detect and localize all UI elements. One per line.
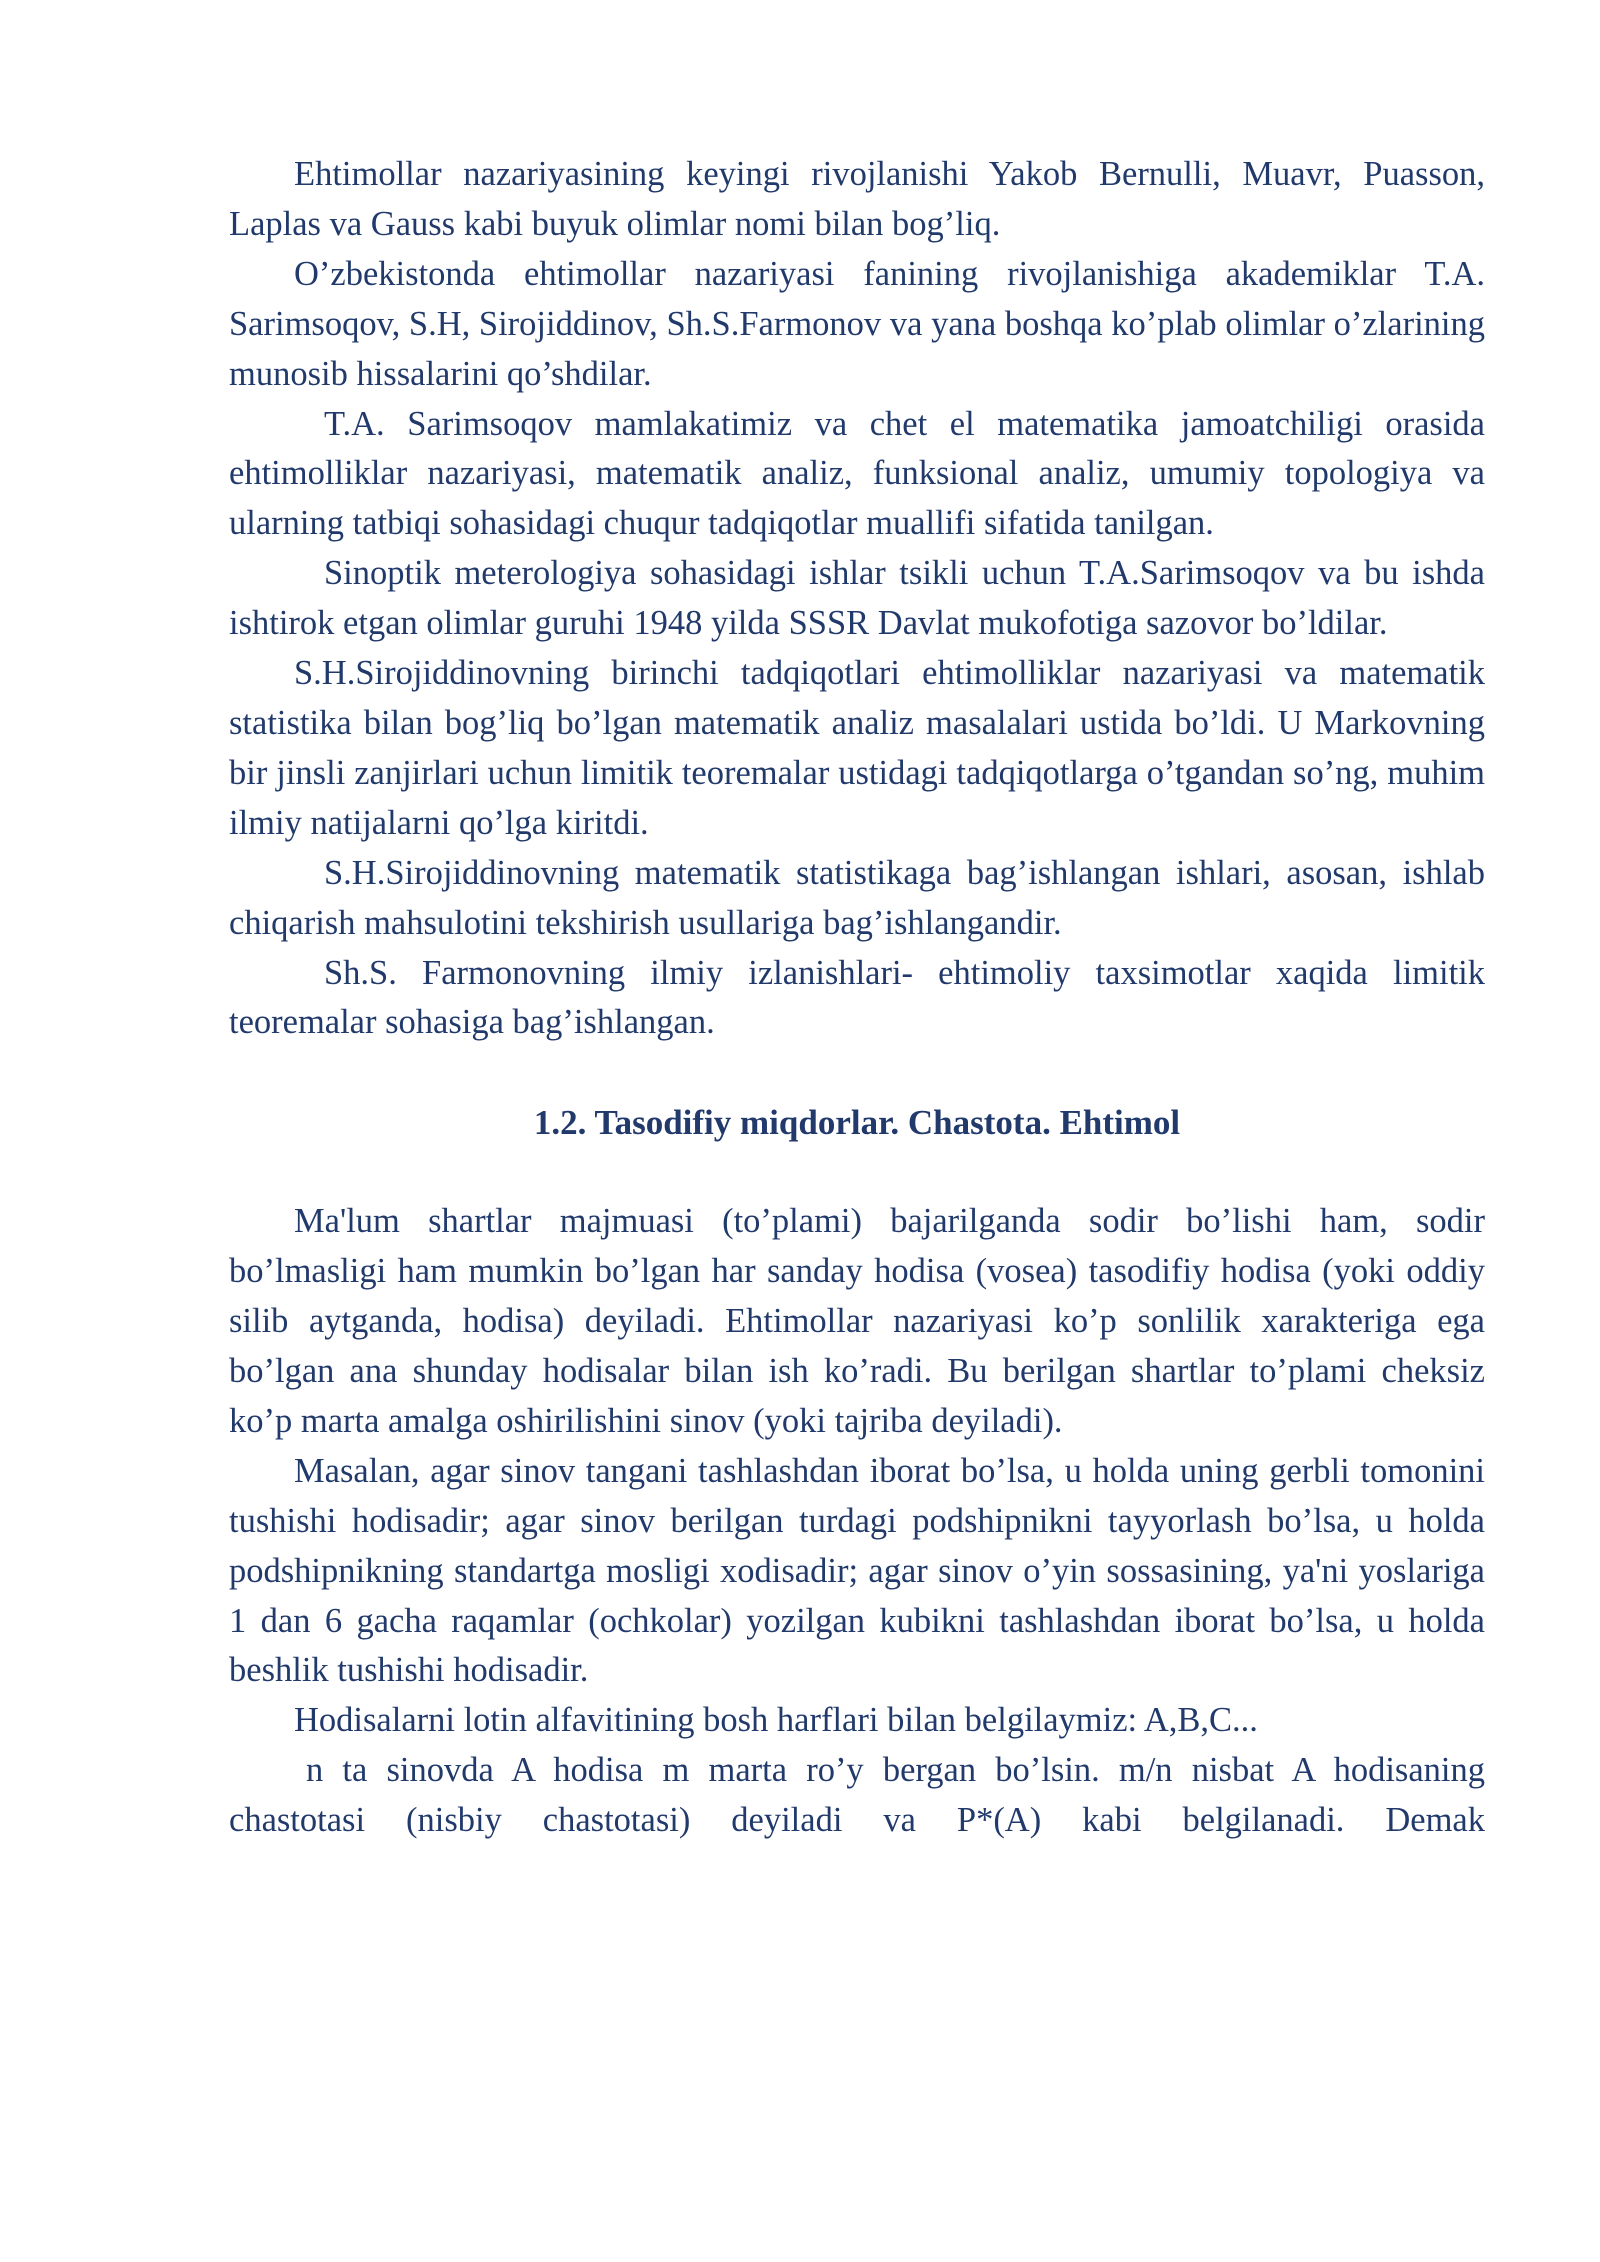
paragraph-event-notation: Hodisalarni lotin alfavitining bosh harflari bilan belgilaymiz: A,B,C...: [294, 1701, 1258, 1740]
section-heading: 1.2. Tasodifiy miqdorlar. Chastota. Ehtimol: [533, 1103, 1181, 1143]
paragraph-farmonov-research: Sh.S. Farmonovning ilmiy izlanishlari- ehtimoliy taxsimotlar xaqida limitik teoremalar sohasiga bag’ishlangan.: [229, 953, 1485, 1042]
paragraph-sarimsoqov-research: T.A. Sarimsoqov mamlakatimiz va chet el matematika jamoatchiligi orasida ehtimolliklar nazariyasi, matematik analiz, funksional analiz, umumiy topologiya va ularning tatbiqi sohasidagi chuqur tadqiqotlar muallifi sifatida tanilgan.: [229, 404, 1485, 543]
paragraph-sirojiddinov-first-research: S.H.Sirojiddinovning birinchi tadqiqotlari ehtimolliklar nazariyasi va matematik statistika bilan bog’liq bo’lgan matematik analiz masalalari ustida bo’ldi. U Markovning bir jinsli zanjirlari uchun limitik teoremalar ustidagi tadqiqotlarga o’tgandan so’ng, muhim ilmiy natijalarni qo’lga kiritdi.: [229, 654, 1485, 842]
document-page: [229, 150, 1485, 1846]
paragraph-sarimsoqov-award: Sinoptik meterologiya sohasidagi ishlar tsikli uchun T.A.Sarimsoqov va bu ishda ishtirok etgan olimlar guruhi 1948 yilda SSSR Davlat mukofotiga sazovor bo’ldilar.: [229, 554, 1485, 643]
paragraph-random-event-definition: Ma'lum shartlar majmuasi (to’plami) bajarilganda sodir bo’lishi ham, sodir bo’lmasligi ham mumkin bo’lgan har sanday hodisa (vosea) tasodifiy hodisa (yoki oddiy silib aytganda, hodisa) deyiladi. Ehtimollar nazariyasi ko’p sonlilik xarakteriga ega bo’lgan ana shunday hodisalar bilan ish ko’radi. Bu berilgan shartlar to’plami cheksiz ko’p marta amalga oshirilishini sinov (yoki tajriba deyiladi).: [229, 1202, 1485, 1440]
paragraph-examples: Masalan, agar sinov tangani tashlashdan iborat bo’lsa, u holda uning gerbli tomonini tushishi hodisadir; agar sinov berilgan turdagi podshipnikni tayyorlash bo’lsa, u holda podshipnikning standartga mosligi xodisadir; agar sinov o’yin sossasining, ya'ni yoslariga 1 dan 6 gacha raqamlar (ochkolar) yozilgan kubikni tashlashdan iborat bo’lsa, u holda beshlik tushishi hodisadir.: [229, 1451, 1485, 1690]
paragraph-history-development: Ehtimollar nazariyasining keyingi rivojlanishi Yakob Bernulli, Muavr, Puasson, Laplas va Gauss kabi buyuk olimlar nomi bilan bog’liq.: [229, 155, 1485, 243]
paragraph-frequency-definition: n ta sinovda A hodisa m marta ro’y bergan bo’lsin. m/n nisbat A hodisaning chastotasi (nisbiy chastotasi) deyiladi va P*(A) kabi belgilanadi. Demak: [229, 1751, 1485, 1840]
paragraph-uzbekistan-academicians: O’zbekistonda ehtimollar nazariyasi fanining rivojlanishiga akademiklar T.A. Sarimsoqov, S.H, Sirojiddinov, Sh.S.Farmonov va yana boshqa ko’plab olimlar o’zlarining munosib hissalarini qo’shdilar.: [229, 254, 1485, 393]
paragraph-sirojiddinov-statistics: S.H.Sirojiddinovning matematik statistikaga bag’ishlangan ishlari, asosan, ishlab chiqarish mahsulotini tekshirish usullariga bag’ishlangandir.: [229, 853, 1485, 942]
